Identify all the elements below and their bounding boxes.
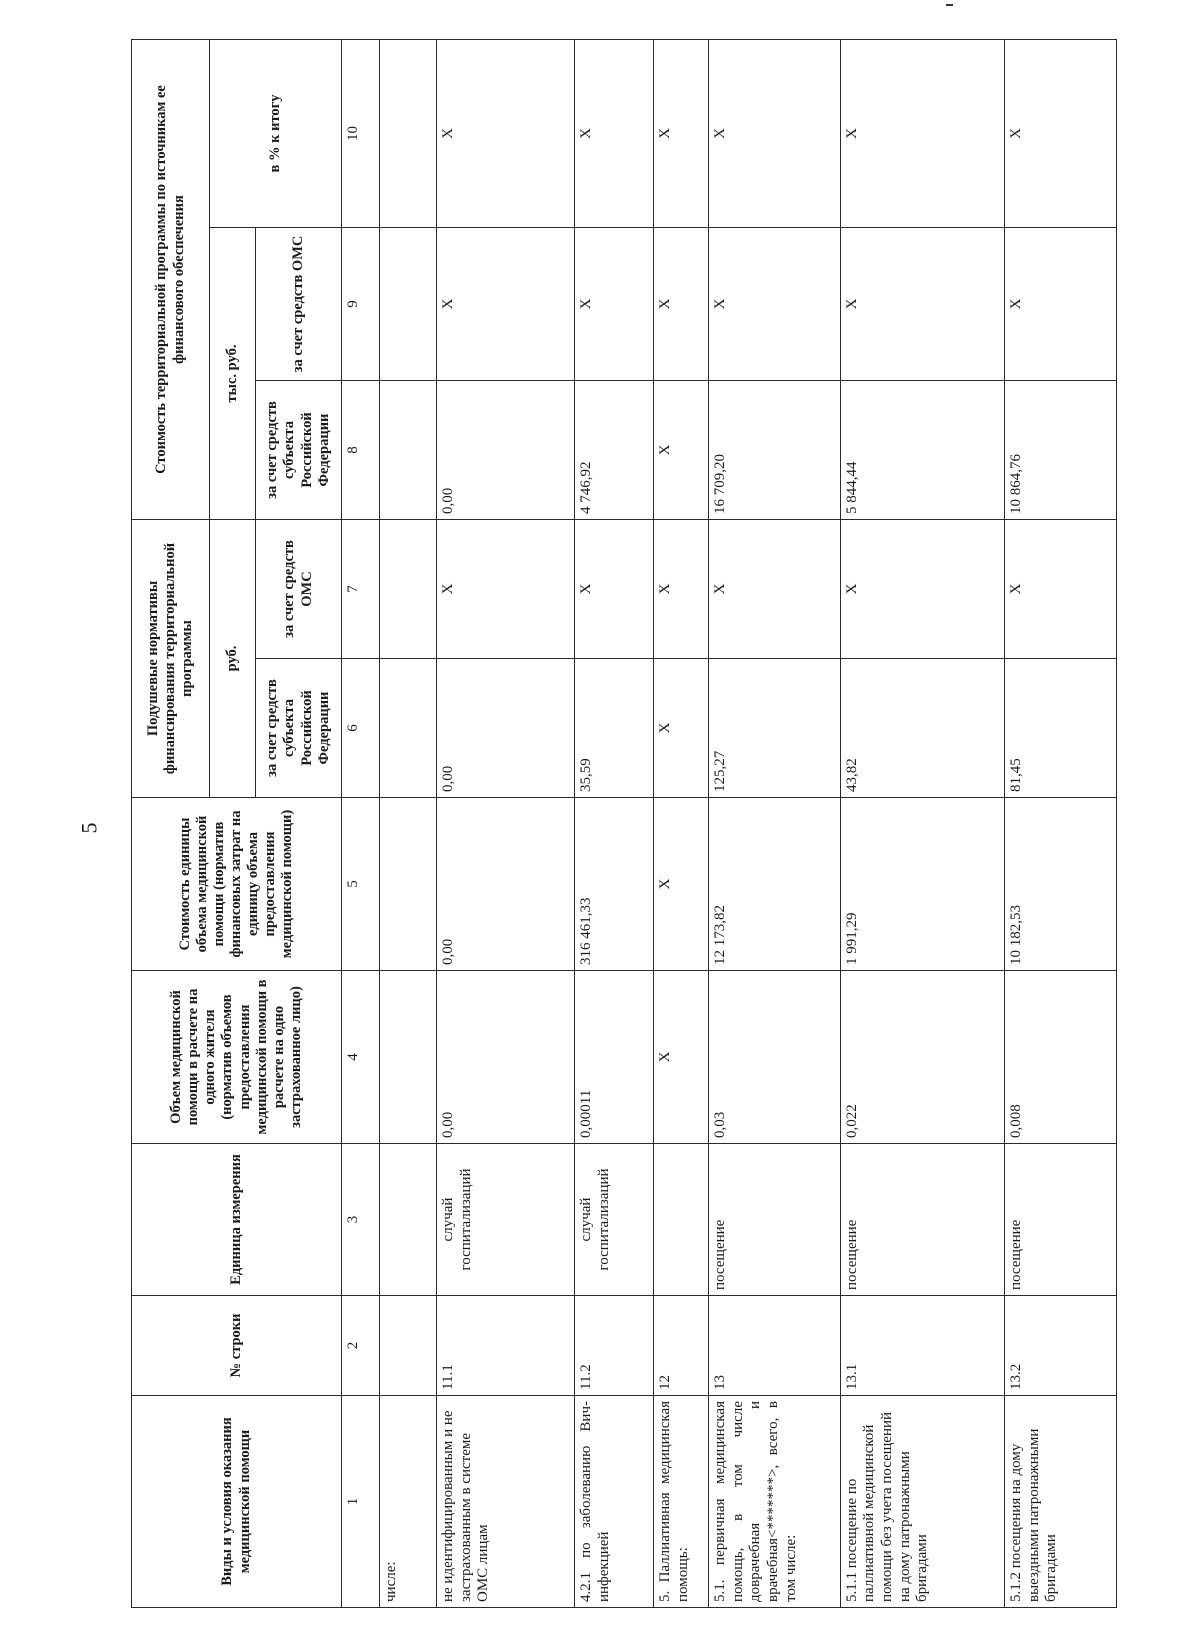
row-cost-oms: X — [437, 228, 575, 381]
table-row — [575, 39, 654, 1607]
header-pc-oms: за счет средств ОМС — [256, 520, 342, 659]
row-pc-subject: 125,27 — [708, 659, 840, 798]
column-number: 3 — [342, 1144, 380, 1296]
row-cost-subject: 4 746,92 — [575, 381, 654, 520]
header-volume: Объем медицинской помощи в расчете на одного жителя (норматив объемов предоставления медицинской помощи в расчете на одно застрахованное лицо) — [132, 971, 342, 1144]
header-types: Виды и условия оказания медицинской помощи — [132, 1396, 342, 1608]
header-percent: в % к итогу — [210, 39, 342, 227]
row-pc-subject — [380, 659, 437, 798]
row-pc-subject: 81,45 — [1005, 659, 1117, 798]
table-row — [840, 39, 1005, 1607]
row-percent — [380, 39, 437, 227]
column-number: 4 — [342, 971, 380, 1144]
row-name: 5.1.2 посещения на дому выездными патронажными бригадами — [1005, 1396, 1117, 1608]
row-cost-subject: X — [654, 381, 709, 520]
row-pc-oms — [380, 520, 437, 659]
row-percent: X — [708, 39, 840, 227]
row-percent: X — [437, 39, 575, 227]
row-pc-oms: X — [708, 520, 840, 659]
row-unit-cost: 0,00 — [437, 798, 575, 971]
scan-mark — [946, 4, 953, 6]
row-cost-subject: 0,00 — [437, 381, 575, 520]
header-unit-cost: Стоимость единицы объема медицинской помощи (норматив финансовых затрат на единицу объема предоставления медицинской помощи) — [132, 798, 342, 971]
row-cost-oms: X — [1005, 228, 1117, 381]
row-cost-oms: X — [840, 228, 1005, 381]
row-name: 5.1.1 посещение по паллиативной медицинской помощи без учета посещений на дому патронажными бригадами — [840, 1396, 1005, 1608]
row-unit — [654, 1144, 709, 1296]
row-line: 12 — [654, 1296, 709, 1396]
row-unit-cost: 316 461,33 — [575, 798, 654, 971]
row-name: не идентифицированным и не застрахованным в системе ОМС лицам — [437, 1396, 575, 1608]
table-row — [654, 39, 709, 1607]
column-number-row — [342, 39, 380, 1607]
row-line: 13 — [708, 1296, 840, 1396]
header-per-capita-group: Подушевые нормативы финансирования территориальной программы — [132, 520, 210, 798]
column-number: 1 — [342, 1396, 380, 1608]
row-pc-subject: 0,00 — [437, 659, 575, 798]
row-unit: посещение — [1005, 1144, 1117, 1296]
row-cost-oms: X — [708, 228, 840, 381]
row-name: 5.1. первичная медицинская помощь, в том числе доврачебная и врачебная<*******>, всего, в том числе: — [708, 1396, 840, 1608]
header-line-number: № строки — [132, 1296, 342, 1396]
column-number: 7 — [342, 520, 380, 659]
row-unit-cost: X — [654, 798, 709, 971]
row-unit: случай госпитализаций — [575, 1144, 654, 1296]
row-cost-subject: 16 709,20 — [708, 381, 840, 520]
row-volume: 0,008 — [1005, 971, 1117, 1144]
row-unit-cost — [380, 798, 437, 971]
header-unit: Единица измерения — [132, 1144, 342, 1296]
row-line — [380, 1296, 437, 1396]
row-pc-oms: X — [654, 520, 709, 659]
row-pc-oms: X — [1005, 520, 1117, 659]
row-volume: 0,022 — [840, 971, 1005, 1144]
financing-table — [131, 39, 1117, 1608]
row-line: 13.2 — [1005, 1296, 1117, 1396]
row-unit: случай госпитализаций — [437, 1144, 575, 1296]
row-volume: 0,00011 — [575, 971, 654, 1144]
row-volume: 0,00 — [437, 971, 575, 1144]
row-pc-oms: X — [437, 520, 575, 659]
column-number: 5 — [342, 798, 380, 971]
row-cost-oms: X — [575, 228, 654, 381]
row-pc-oms: X — [575, 520, 654, 659]
row-name: 4.2.1 по заболеванию Вич-инфекцией — [575, 1396, 654, 1608]
header-pc-subject: за счет средств субъекта Российской Федерации — [256, 659, 342, 798]
row-line: 13.1 — [840, 1296, 1005, 1396]
row-cost-oms — [380, 228, 437, 381]
page-number: 5 — [76, 822, 102, 834]
row-pc-subject: X — [654, 659, 709, 798]
column-number: 9 — [342, 228, 380, 381]
row-cost-subject: 5 844,44 — [840, 381, 1005, 520]
row-unit — [380, 1144, 437, 1296]
row-percent: X — [1005, 39, 1117, 227]
row-unit-cost: 1 991,29 — [840, 798, 1005, 971]
column-number: 8 — [342, 381, 380, 520]
row-name: числе: — [380, 1396, 437, 1608]
row-volume: 0,03 — [708, 971, 840, 1144]
column-number: 6 — [342, 659, 380, 798]
rotated-table-container — [131, 40, 1117, 1608]
row-line: 11.2 — [575, 1296, 654, 1396]
row-line: 11.1 — [437, 1296, 575, 1396]
table-row — [708, 39, 840, 1607]
table-row — [1005, 39, 1117, 1607]
row-volume: X — [654, 971, 709, 1144]
row-percent: X — [575, 39, 654, 227]
table-row — [437, 39, 575, 1607]
header-rub: руб. — [210, 520, 256, 798]
column-number: 10 — [342, 39, 380, 227]
header-cost-oms: за счет средств ОМС — [256, 228, 342, 381]
header-thousand-rub: тыс. руб. — [210, 228, 256, 520]
row-pc-subject: 35,59 — [575, 659, 654, 798]
row-pc-oms: X — [840, 520, 1005, 659]
row-cost-subject: 10 864,76 — [1005, 381, 1117, 520]
row-pc-subject: 43,82 — [840, 659, 1005, 798]
table-row — [380, 39, 437, 1607]
row-unit-cost: 12 173,82 — [708, 798, 840, 971]
row-unit-cost: 10 182,53 — [1005, 798, 1117, 971]
row-name: 5. Паллиативная медицинская помощь: — [654, 1396, 709, 1608]
row-percent: X — [840, 39, 1005, 227]
row-cost-subject — [380, 381, 437, 520]
header-cost-group: Стоимость территориальной программы по источникам ее финансового обеспечения — [132, 39, 210, 519]
row-percent: X — [654, 39, 709, 227]
row-unit: посещение — [708, 1144, 840, 1296]
row-volume — [380, 971, 437, 1144]
header-cost-subject: за счет средств субъекта Российской Федерации — [256, 381, 342, 520]
column-number: 2 — [342, 1296, 380, 1396]
row-cost-oms: X — [654, 228, 709, 381]
row-unit: посещение — [840, 1144, 1005, 1296]
